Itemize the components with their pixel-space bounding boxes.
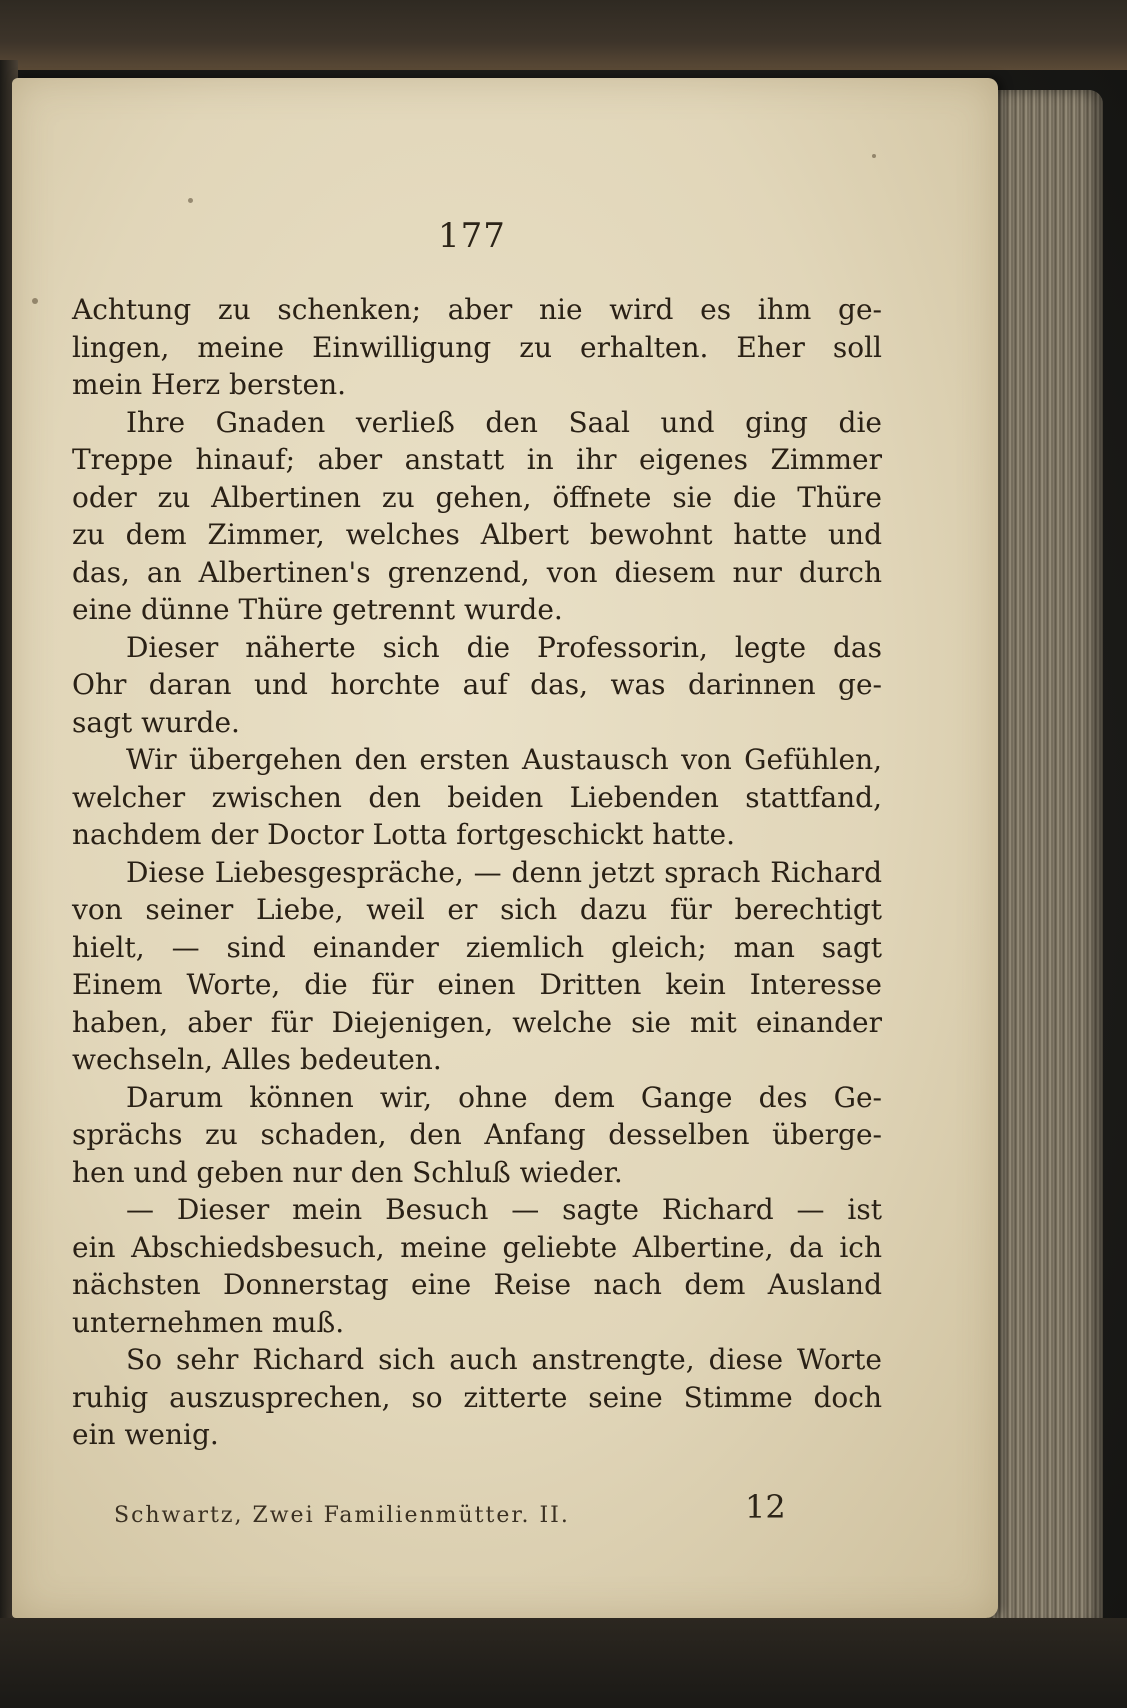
text-line: zu dem Zimmer, welches Albert bewohnt hatte und bbox=[72, 518, 882, 551]
paper-speck bbox=[32, 298, 38, 304]
text-line: nachdem der Doctor Lotta fortgeschickt hatte. bbox=[72, 818, 735, 851]
text-line: Ihre Gnaden verließ den Saal und ging die bbox=[126, 405, 882, 439]
text-line: Dieser näherte sich die Professorin, legte das bbox=[126, 630, 882, 664]
page-number: 177 bbox=[438, 216, 506, 256]
page-edges bbox=[988, 90, 1103, 1630]
text-line: lingen, meine Einwilligung zu erhalten. Eher soll bbox=[72, 330, 882, 364]
text-line: sagt wurde. bbox=[72, 705, 240, 739]
text-line: sprächs zu schaden, den Anfang desselben überge- bbox=[72, 1118, 882, 1151]
text-line: hielt, — sind einander ziemlich gleich; man sagt bbox=[72, 930, 882, 964]
text-line: wechseln, Alles bedeuten. bbox=[72, 1043, 442, 1076]
text-line: haben, aber für Diejenigen, welche sie mit einander bbox=[72, 1005, 882, 1039]
paper-speck bbox=[872, 154, 876, 158]
text-line: mein Herz bersten. bbox=[72, 368, 347, 401]
text-line: eine dünne Thüre getrennt wurde. bbox=[72, 593, 563, 626]
book-page bbox=[12, 78, 998, 1618]
text-line: welcher zwischen den beiden Liebenden stattfand, bbox=[72, 780, 882, 814]
text-line: hen und geben nur den Schluß wieder. bbox=[72, 1155, 623, 1189]
text-line: Wir übergehen den ersten Austausch von Gefühlen, bbox=[126, 743, 882, 776]
text-line: ein wenig. bbox=[72, 1418, 219, 1451]
text-line: unternehmen muß. bbox=[72, 1305, 345, 1339]
printer-signature: Schwartz, Zwei Familienmütter. II. bbox=[114, 1503, 570, 1528]
text-line: — Dieser mein Besuch — sagte Richard — ist bbox=[126, 1193, 882, 1226]
body-text bbox=[72, 291, 882, 1454]
book-bottom-edge bbox=[0, 1618, 1127, 1708]
text-line: das, an Albertinen's grenzend, von diesem nur durch bbox=[72, 555, 882, 589]
text-line: Einem Worte, die für einen Dritten kein Interesse bbox=[72, 968, 882, 1001]
book-top-edge bbox=[0, 0, 1127, 70]
text-line: Diese Liebesgespräche, — denn jetzt sprach Richard bbox=[126, 855, 882, 889]
text-line: oder zu Albertinen zu gehen, öffnete sie die Thüre bbox=[72, 480, 882, 514]
paper-speck bbox=[188, 198, 193, 203]
text-line: ruhig auszusprechen, so zitterte seine Stimme doch bbox=[72, 1380, 882, 1414]
signature-number: 12 bbox=[745, 1488, 786, 1526]
text-line: nächsten Donnerstag eine Reise nach dem Ausland bbox=[72, 1268, 882, 1301]
text-line: Darum können wir, ohne dem Gange des Ge- bbox=[126, 1080, 882, 1114]
text-line: Ohr daran und horchte auf das, was darinnen ge- bbox=[72, 668, 882, 701]
text-line: von seiner Liebe, weil er sich dazu für berechtigt bbox=[72, 893, 882, 926]
text-line: So sehr Richard sich auch anstrengte, diese Worte bbox=[126, 1343, 882, 1376]
text-line: ein Abschiedsbesuch, meine geliebte Albertine, da ich bbox=[72, 1230, 882, 1264]
text-line: Treppe hinauf; aber anstatt in ihr eigenes Zimmer bbox=[72, 443, 882, 476]
text-line: Achtung zu schenken; aber nie wird es ihm ge- bbox=[72, 293, 882, 326]
